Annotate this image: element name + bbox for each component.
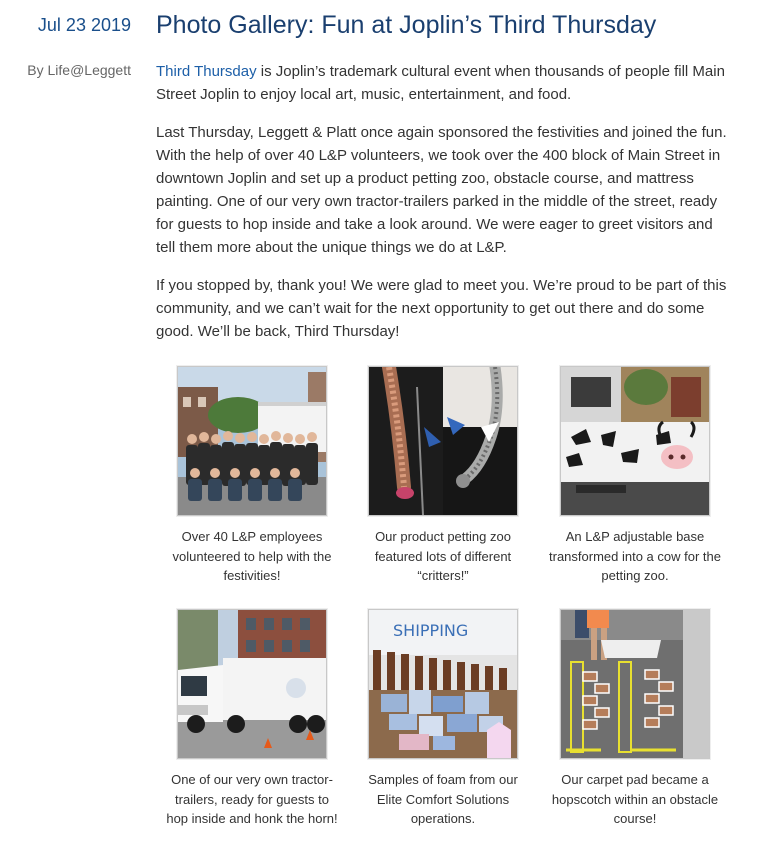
gallery-photo-cow-base[interactable] bbox=[560, 366, 710, 516]
volunteers-group-image bbox=[178, 367, 326, 515]
paragraph-sponsorship: Last Thursday, Leggett & Platt once again sponsored the festivities and joined the fun. With the help of over 40 L&P volunteers, we took over the 400 block of Main Street in downtown Joplin and set up a product petting zoo, obstacle course, and mattress painting. One of our very own tractor-trailers parked in the middle of the street, ready for guests to hop inside and take a look around. We were eager to greet visitors and tell them more about the unique things we do at L&P. bbox=[156, 124, 727, 256]
gallery-photo-foam[interactable] bbox=[368, 609, 518, 759]
cow-base-image bbox=[561, 367, 709, 515]
post-title: Photo Gallery: Fun at Joplin’s Third Thursday bbox=[156, 11, 657, 39]
gallery-caption: One of our very own tractor-trailers, ready for guests to hop inside and honk the horn! bbox=[166, 772, 338, 826]
gallery-photo-hopscotch[interactable] bbox=[560, 609, 710, 759]
gallery-item bbox=[166, 366, 338, 586]
gallery-caption: Our product petting zoo featured lots of different “critters!” bbox=[374, 529, 512, 583]
gallery-photo-petting-zoo[interactable] bbox=[368, 366, 518, 516]
gallery-item bbox=[549, 366, 721, 586]
tractor-trailer-image bbox=[178, 610, 326, 758]
foam-samples-image bbox=[369, 610, 517, 758]
gallery-item bbox=[357, 609, 529, 829]
paragraph-thanks: If you stopped by, thank you! We were glad to meet you. We’re proud to be part of this community, and we can’t wait for the next opportunity to get out there and do some good. We’ll be back, Third Thursday! bbox=[156, 277, 727, 340]
gallery-caption: Over 40 L&P employees volunteered to help with the festivities! bbox=[172, 529, 332, 583]
gallery-caption: Samples of foam from our Elite Comfort Solutions operations. bbox=[368, 772, 518, 826]
gallery-photo-volunteers[interactable] bbox=[177, 366, 327, 516]
shipping-sign-text: SHIPPING bbox=[393, 621, 469, 640]
springs-product-image bbox=[369, 367, 517, 515]
gallery-photo-truck[interactable] bbox=[177, 609, 327, 759]
paragraph-intro-text: is Joplin’s trademark cultural event when thousands of people fill Main Street Joplin to enjoy local art, music, entertainment, and food. bbox=[156, 63, 725, 103]
hopscotch-image bbox=[561, 610, 709, 758]
post-body bbox=[156, 60, 736, 343]
gallery-item bbox=[549, 609, 721, 829]
post-date: Jul 23 2019 bbox=[37, 15, 131, 35]
third-thursday-link[interactable]: Third Thursday bbox=[156, 63, 257, 80]
gallery-item bbox=[357, 366, 529, 586]
post-content bbox=[156, 0, 736, 358]
gallery-caption: Our carpet pad became a hopscotch within an obstacle course! bbox=[551, 772, 719, 826]
post-byline[interactable]: By Life@Leggett bbox=[27, 62, 131, 78]
gallery-item bbox=[166, 609, 338, 829]
gallery-caption: An L&P adjustable base transformed into a cow for the petting zoo. bbox=[549, 529, 721, 583]
paragraph-intro bbox=[156, 60, 736, 106]
